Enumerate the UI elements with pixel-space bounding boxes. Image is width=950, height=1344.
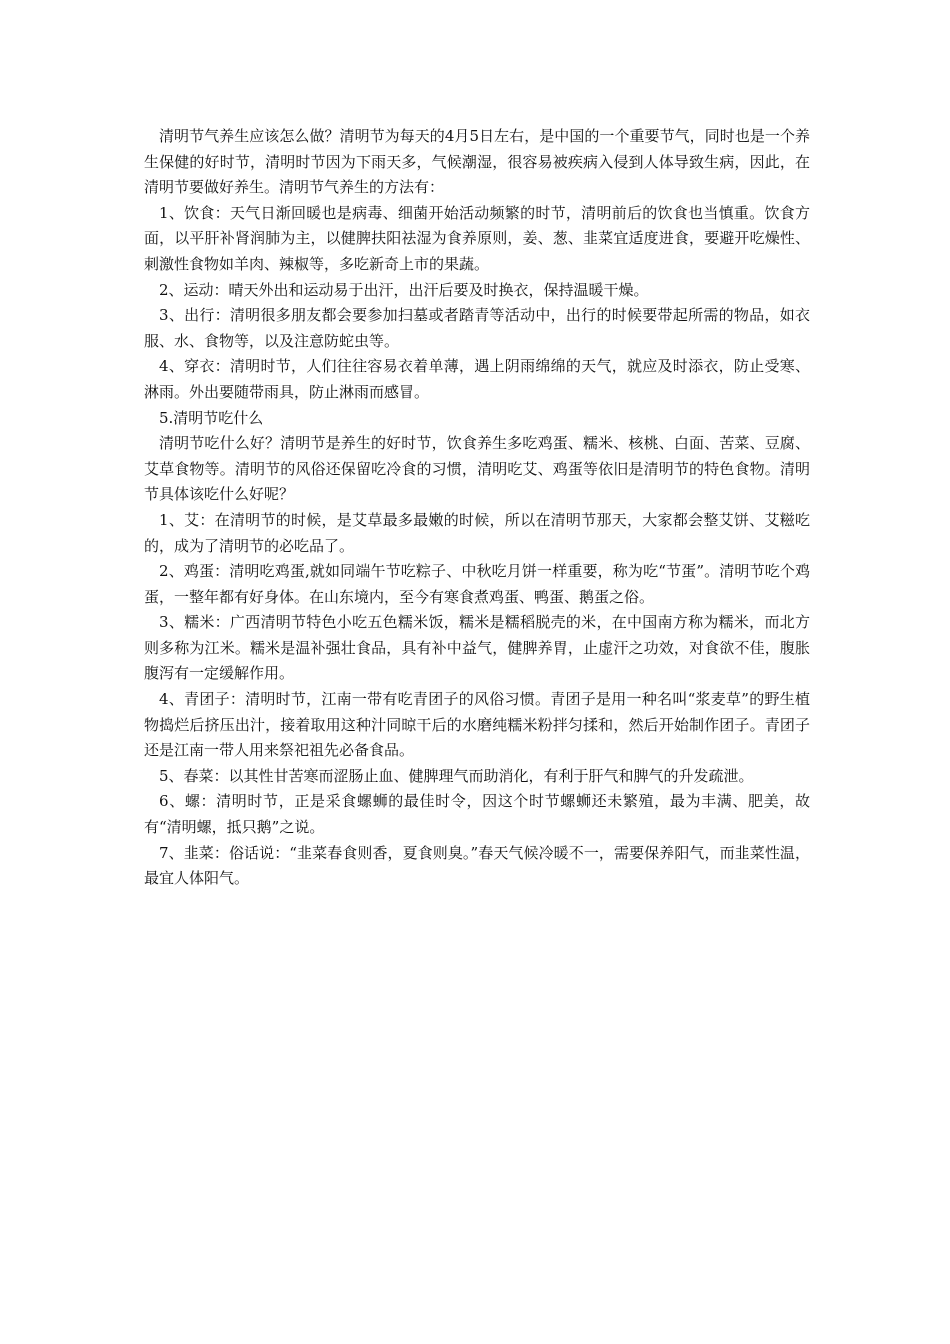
intro-paragraph: 清明节气养生应该怎么做？清明节为每天的4月5日左右，是中国的一个重要节气，同时也是一个养生保健的好时节，清明时节因为下雨天多，气候潮湿，很容易被疾病入侵到人体导致生病，因此，在清明节要做好养生。清明节气养生的方法有： (144, 127, 810, 197)
food-rice-paragraph: 3、糯米：广西清明节特色小吃五色糯米饭，糯米是糯稻脱壳的米，在中国南方称为糯米，而北方则多称为江米。糯米是温补强壮食品，具有补中益气，健脾养胃，止虚汗之功效，对食欲不佳，腹胀腹泻有一定缓解作用。 (144, 613, 810, 683)
food-ai-paragraph: 1、艾：在清明节的时候，是艾草最多最嫩的时候，所以在清明节那天，大家都会整艾饼、艾糍吃的，成为了清明节的必吃品了。 (144, 510, 810, 555)
document-body (144, 124, 810, 892)
tip-diet-paragraph: 1、饮食：天气日渐回暖也是病毒、细菌开始活动频繁的时节，清明前后的饮食也当慎重。饮食方面，以平肝补肾润肺为主，以健脾扶阳祛湿为食养原则，姜、葱、韭菜宜适度进食，要避开吃燥性、刺激性食物如羊肉、辣椒等，多吃新奇上市的果蔬。 (144, 203, 810, 273)
food-chuncai-paragraph: 5、春菜：以其性甘苦寒而涩肠止血、健脾理气而助消化，有利于肝气和脾气的升发疏泄。 (159, 766, 754, 785)
section-heading: 5.清明节吃什么 (159, 408, 264, 427)
food-intro-paragraph: 清明节吃什么好？清明节是养生的好时节，饮食养生多吃鸡蛋、糯米、核桃、白面、苦菜、豆腐、艾草食物等。清明节的风俗还保留吃冷食的习惯，清明吃艾、鸡蛋等依旧是清明节的特色食物。清明节具体该吃什么好呢？ (144, 434, 810, 504)
food-snail-paragraph: 6、螺：清明时节，正是采食螺蛳的最佳时令，因这个时节螺蛳还未繁殖，最为丰满、肥美，故有“清明螺，抵只鹅”之说。 (144, 792, 810, 837)
food-chive-paragraph: 7、韭菜：俗话说：“韭菜春食则香，夏食则臭。”春天气候冷暖不一，需要保养阳气，而韭菜性温，最宜人体阳气。 (144, 843, 810, 888)
tip-travel-paragraph: 3、出行：清明很多朋友都会要参加扫墓或者踏青等活动中，出行的时候要带起所需的物品，如衣服、水、食物等，以及注意防蛇虫等。 (144, 306, 810, 350)
food-egg-paragraph: 2、鸡蛋：清明吃鸡蛋,就如同端午节吃粽子、中秋吃月饼一样重要，称为吃“节蛋”。清明节吃个鸡蛋，一整年都有好身体。在山东境内，至今有寒食煮鸡蛋、鸭蛋、鹅蛋之俗。 (144, 562, 810, 606)
tip-exercise-paragraph: 2、运动：晴天外出和运动易于出汗，出汗后要及时换衣，保持温暖干燥。 (159, 280, 649, 299)
tip-clothing-paragraph: 4、穿衣：清明时节，人们往往容易衣着单薄，遇上阴雨绵绵的天气，就应及时添衣，防止受寒、淋雨。外出要随带雨具，防止淋雨而感冒。 (144, 357, 810, 401)
food-qingtuan-paragraph: 4、青团子：清明时节，江南一带有吃青团子的风俗习惯。青团子是用一种名叫“浆麦草”的野生植物捣烂后挤压出汁，接着取用这种汁同晾干后的水磨纯糯米粉拌匀揉和，然后开始制作团子。青团子还是江南一带人用来祭祀祖先必备食品。 (144, 690, 810, 760)
